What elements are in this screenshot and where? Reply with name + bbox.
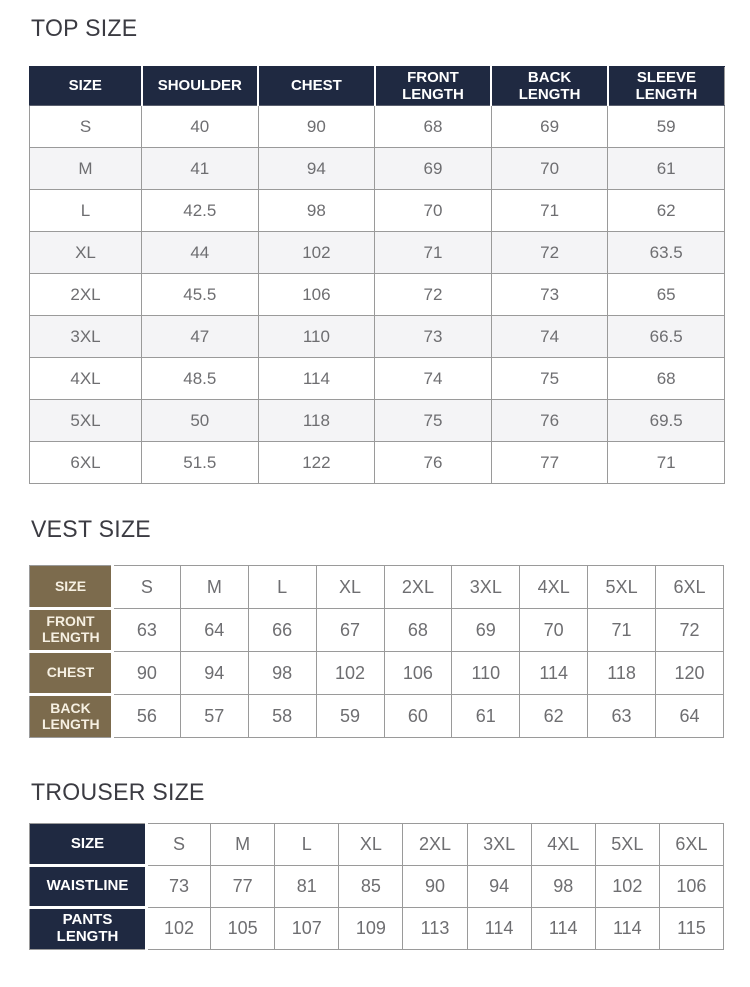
table-cell: 5XL bbox=[595, 824, 659, 866]
table-cell: 94 bbox=[180, 652, 248, 695]
table-cell: 110 bbox=[452, 652, 520, 695]
column-header: FRONT LENGTH bbox=[375, 67, 492, 106]
table-cell: 102 bbox=[595, 866, 659, 908]
table-cell: 71 bbox=[588, 609, 656, 652]
row-header: SIZE bbox=[30, 566, 113, 609]
table-row bbox=[30, 609, 724, 652]
table-cell: 74 bbox=[375, 358, 492, 400]
table-cell: 114 bbox=[467, 908, 531, 950]
table-cell: 4XL bbox=[520, 566, 588, 609]
table-cell: L bbox=[275, 824, 339, 866]
vest-size-table-body bbox=[30, 566, 724, 738]
table-cell: 106 bbox=[258, 274, 375, 316]
row-header: CHEST bbox=[30, 652, 113, 695]
table-cell: 47 bbox=[142, 316, 259, 358]
row-header: SIZE bbox=[30, 824, 147, 866]
table-cell: 118 bbox=[258, 400, 375, 442]
table-cell: 57 bbox=[180, 695, 248, 738]
table-cell: 98 bbox=[248, 652, 316, 695]
table-cell: 109 bbox=[339, 908, 403, 950]
table-cell: 45.5 bbox=[142, 274, 259, 316]
table-cell: 41 bbox=[142, 148, 259, 190]
table-cell: 48.5 bbox=[142, 358, 259, 400]
table-cell: 69 bbox=[452, 609, 520, 652]
table-row bbox=[30, 442, 725, 484]
table-cell: 81 bbox=[275, 866, 339, 908]
table-cell: 94 bbox=[467, 866, 531, 908]
table-cell: 65 bbox=[608, 274, 725, 316]
table-cell: 2XL bbox=[403, 824, 467, 866]
table-cell: M bbox=[30, 148, 142, 190]
table-cell: 114 bbox=[595, 908, 659, 950]
table-cell: 44 bbox=[142, 232, 259, 274]
table-cell: 75 bbox=[375, 400, 492, 442]
trouser-size-table bbox=[29, 823, 724, 950]
top-size-table-head bbox=[30, 67, 725, 106]
table-cell: 102 bbox=[147, 908, 211, 950]
table-cell: 64 bbox=[656, 695, 724, 738]
table-cell: 90 bbox=[403, 866, 467, 908]
table-cell: 73 bbox=[375, 316, 492, 358]
table-cell: XL bbox=[316, 566, 384, 609]
table-cell: 61 bbox=[608, 148, 725, 190]
table-cell: 115 bbox=[659, 908, 723, 950]
table-cell: 4XL bbox=[30, 358, 142, 400]
table-cell: 64 bbox=[180, 609, 248, 652]
table-row bbox=[30, 566, 724, 609]
table-cell: 105 bbox=[211, 908, 275, 950]
table-cell: 56 bbox=[113, 695, 181, 738]
vest-size-title: VEST SIZE bbox=[31, 516, 151, 543]
table-cell: S bbox=[30, 106, 142, 148]
table-cell: 114 bbox=[531, 908, 595, 950]
top-size-title: TOP SIZE bbox=[31, 15, 138, 42]
table-cell: 3XL bbox=[467, 824, 531, 866]
table-row bbox=[30, 106, 725, 148]
column-header: SHOULDER bbox=[142, 67, 259, 106]
table-cell: 73 bbox=[147, 866, 211, 908]
table-cell: 107 bbox=[275, 908, 339, 950]
table-row bbox=[30, 232, 725, 274]
column-header: SLEEVE LENGTH bbox=[608, 67, 725, 106]
table-cell: XL bbox=[30, 232, 142, 274]
table-cell: 72 bbox=[375, 274, 492, 316]
top-size-table-body bbox=[30, 106, 725, 484]
table-cell: 63.5 bbox=[608, 232, 725, 274]
row-header: FRONT LENGTH bbox=[30, 609, 113, 652]
table-cell: 6XL bbox=[659, 824, 723, 866]
row-header: BACK LENGTH bbox=[30, 695, 113, 738]
table-cell: 77 bbox=[211, 866, 275, 908]
table-row bbox=[30, 358, 725, 400]
header-row bbox=[30, 67, 725, 106]
table-cell: 69.5 bbox=[608, 400, 725, 442]
table-cell: 63 bbox=[113, 609, 181, 652]
trouser-size-section bbox=[29, 778, 750, 950]
table-cell: 3XL bbox=[452, 566, 520, 609]
table-cell: M bbox=[180, 566, 248, 609]
table-cell: 75 bbox=[491, 358, 608, 400]
table-row bbox=[30, 652, 724, 695]
table-cell: 110 bbox=[258, 316, 375, 358]
table-cell: 102 bbox=[258, 232, 375, 274]
table-cell: 94 bbox=[258, 148, 375, 190]
table-cell: 71 bbox=[375, 232, 492, 274]
table-cell: 71 bbox=[491, 190, 608, 232]
table-cell: 85 bbox=[339, 866, 403, 908]
table-cell: 72 bbox=[656, 609, 724, 652]
table-cell: 70 bbox=[491, 148, 608, 190]
table-cell: 90 bbox=[258, 106, 375, 148]
table-row bbox=[30, 908, 724, 950]
table-cell: 74 bbox=[491, 316, 608, 358]
table-cell: 2XL bbox=[30, 274, 142, 316]
table-cell: S bbox=[113, 566, 181, 609]
table-cell: S bbox=[147, 824, 211, 866]
column-header: BACK LENGTH bbox=[491, 67, 608, 106]
table-cell: 113 bbox=[403, 908, 467, 950]
table-cell: 69 bbox=[375, 148, 492, 190]
table-cell: 68 bbox=[375, 106, 492, 148]
table-row bbox=[30, 316, 725, 358]
table-row bbox=[30, 866, 724, 908]
table-cell: 68 bbox=[608, 358, 725, 400]
table-cell: 5XL bbox=[588, 566, 656, 609]
table-cell: 63 bbox=[588, 695, 656, 738]
vest-size-table bbox=[29, 565, 724, 738]
table-cell: 70 bbox=[375, 190, 492, 232]
vest-size-section bbox=[29, 515, 750, 738]
table-cell: 71 bbox=[608, 442, 725, 484]
table-cell: 66.5 bbox=[608, 316, 725, 358]
table-cell: 120 bbox=[656, 652, 724, 695]
table-row bbox=[30, 274, 725, 316]
table-row bbox=[30, 400, 725, 442]
table-cell: 114 bbox=[520, 652, 588, 695]
table-cell: 114 bbox=[258, 358, 375, 400]
row-header: WAISTLINE bbox=[30, 866, 147, 908]
table-cell: 59 bbox=[608, 106, 725, 148]
table-cell: 76 bbox=[375, 442, 492, 484]
table-cell: 58 bbox=[248, 695, 316, 738]
trouser-size-table-body bbox=[30, 824, 724, 950]
table-cell: L bbox=[30, 190, 142, 232]
table-cell: 70 bbox=[520, 609, 588, 652]
table-cell: 90 bbox=[113, 652, 181, 695]
table-cell: 68 bbox=[384, 609, 452, 652]
table-cell: 40 bbox=[142, 106, 259, 148]
table-cell: 6XL bbox=[656, 566, 724, 609]
table-cell: 2XL bbox=[384, 566, 452, 609]
table-cell: 69 bbox=[491, 106, 608, 148]
table-cell: 76 bbox=[491, 400, 608, 442]
top-size-table bbox=[29, 66, 725, 484]
row-header: PANTS LENGTH bbox=[30, 908, 147, 950]
table-cell: 6XL bbox=[30, 442, 142, 484]
column-header: SIZE bbox=[30, 67, 142, 106]
table-cell: 102 bbox=[316, 652, 384, 695]
table-cell: 5XL bbox=[30, 400, 142, 442]
table-cell: 50 bbox=[142, 400, 259, 442]
top-size-section bbox=[29, 14, 750, 484]
table-cell: 106 bbox=[659, 866, 723, 908]
table-cell: 73 bbox=[491, 274, 608, 316]
table-cell: L bbox=[248, 566, 316, 609]
table-cell: 98 bbox=[531, 866, 595, 908]
table-cell: 77 bbox=[491, 442, 608, 484]
table-cell: 4XL bbox=[531, 824, 595, 866]
table-cell: 122 bbox=[258, 442, 375, 484]
table-cell: 62 bbox=[520, 695, 588, 738]
column-header: CHEST bbox=[258, 67, 375, 106]
table-cell: 118 bbox=[588, 652, 656, 695]
table-cell: 106 bbox=[384, 652, 452, 695]
table-cell: M bbox=[211, 824, 275, 866]
table-row bbox=[30, 148, 725, 190]
table-cell: 61 bbox=[452, 695, 520, 738]
table-cell: 3XL bbox=[30, 316, 142, 358]
table-cell: 66 bbox=[248, 609, 316, 652]
table-cell: 72 bbox=[491, 232, 608, 274]
table-cell: 98 bbox=[258, 190, 375, 232]
table-cell: 62 bbox=[608, 190, 725, 232]
trouser-size-title: TROUSER SIZE bbox=[31, 779, 205, 806]
table-cell: 67 bbox=[316, 609, 384, 652]
table-row bbox=[30, 824, 724, 866]
table-cell: 51.5 bbox=[142, 442, 259, 484]
table-row bbox=[30, 190, 725, 232]
table-cell: 59 bbox=[316, 695, 384, 738]
table-cell: 42.5 bbox=[142, 190, 259, 232]
table-cell: XL bbox=[339, 824, 403, 866]
table-cell: 60 bbox=[384, 695, 452, 738]
table-row bbox=[30, 695, 724, 738]
